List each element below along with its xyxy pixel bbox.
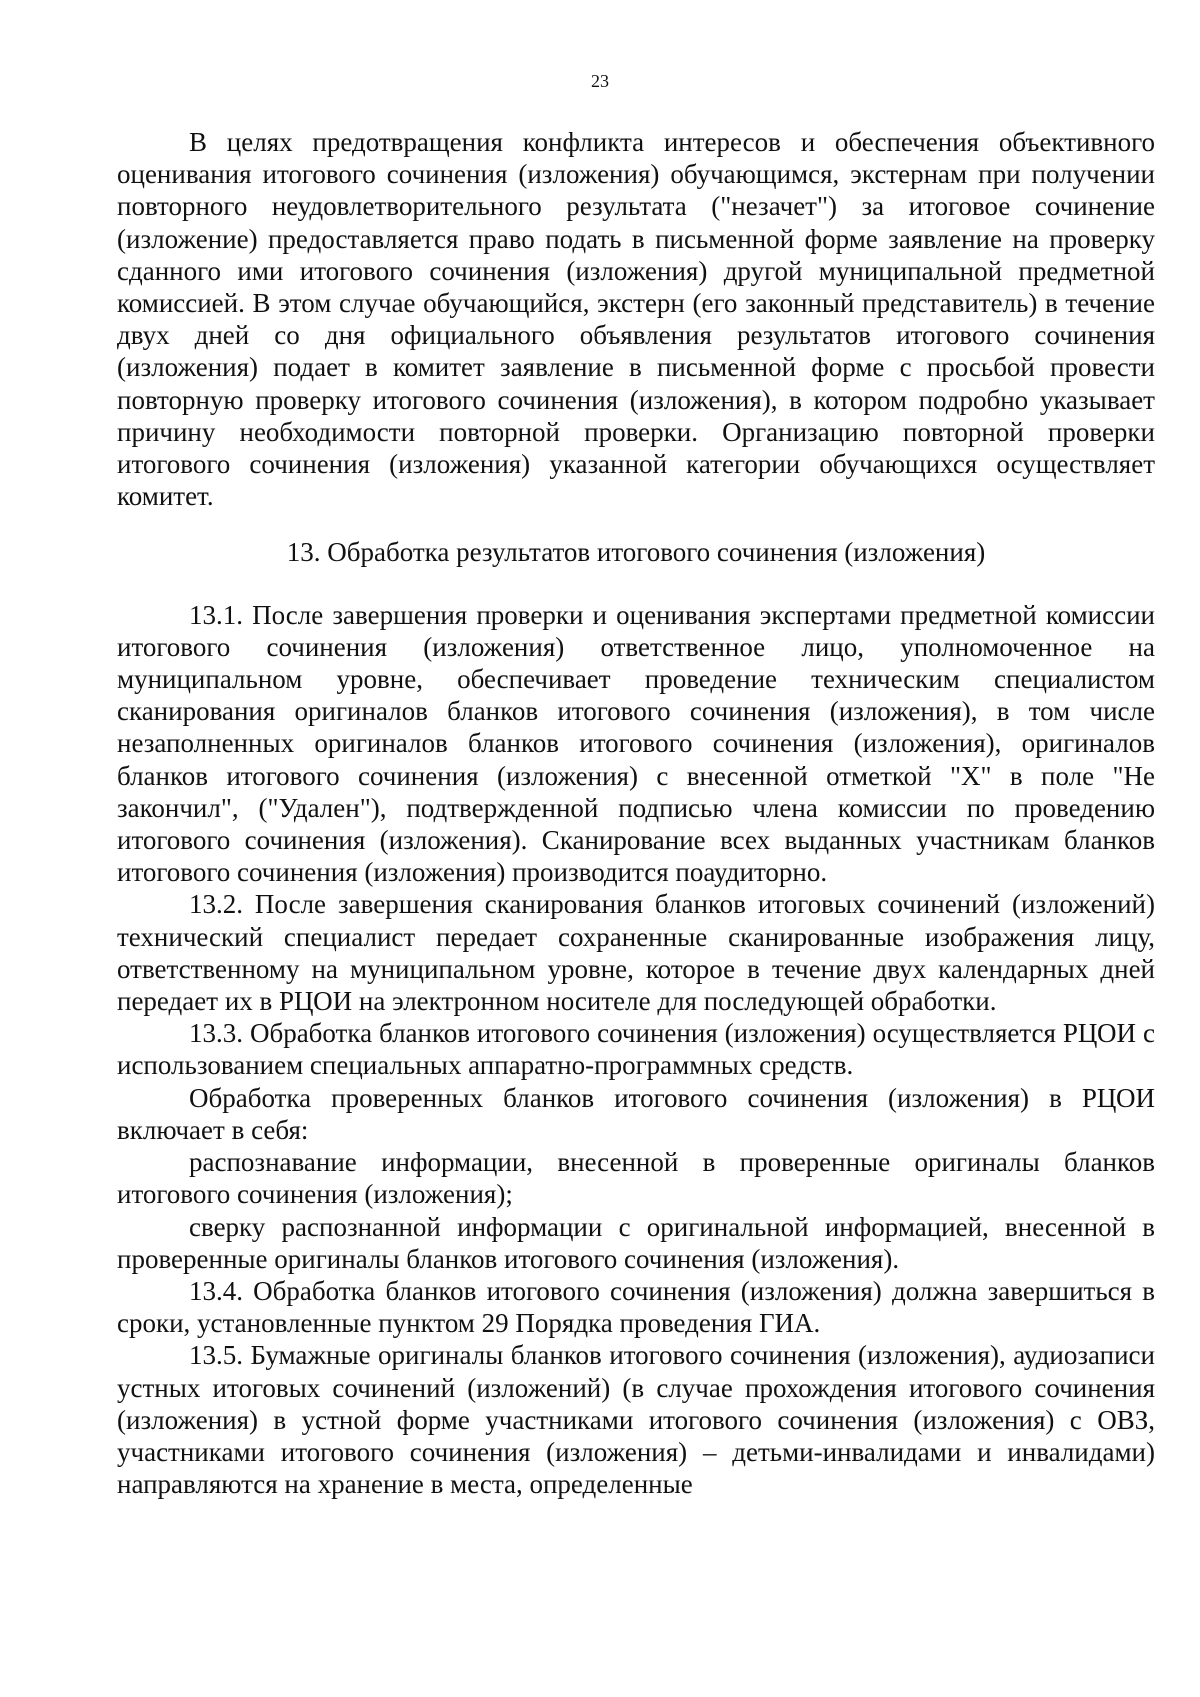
paragraph-13-1: 13.1. После завершения проверки и оценивания экспертами предметной комиссии итогового сочинения (изложения) ответственное лицо, уполномоченное на муниципальном уровне, обеспечивает проведение техническим специалистом сканирования оригиналов бланков итогового сочинения (изложения), в том числе незаполненных оригиналов бланков итогового сочинения (изложения), оригиналов бланков итогового сочинения (изложения) с внесенной отметкой "X" в поле "Не закончил", ("Удален"), подтвержденной подписью члена комиссии по проведению итогового сочинения (изложения). Сканирование всех выданных участникам бланков итогового сочинения (изложения) производится поаудиторно. [117, 599, 1155, 888]
paragraph-conflict-of-interest: В целях предотвращения конфликта интересов и обеспечения объективного оценивания итогового сочинения (изложения) обучающимся, экстернам при получении повторного неудовлетворительного результата ("незачет") за итоговое сочинение (изложение) предоставляется право подать в письменной форме заявление на проверку сданного ими итогового сочинения (изложения) другой муниципальной предметной комиссией. В этом случае обучающийся, экстерн (его законный представитель) в течение двух дней со дня официального объявления результатов итогового сочинения (изложения) подает в комитет заявление в письменной форме с просьбой провести повторную проверку итогового сочинения (изложения), в котором подробно указывает причину необходимости повторной проверки. Организацию повторной проверки итогового сочинения (изложения) указанной категории обучающихся осуществляет комитет. [117, 127, 1155, 512]
paragraph-13-2: 13.2. После завершения сканирования бланков итоговых сочинений (изложений) технический специалист передает сохраненные сканированные изображения лицу, ответственному на муниципальном уровне, которое в течение двух календарных дней передает их в РЦОИ на электронном носителе для последующей обработки. [117, 889, 1155, 1017]
paragraph-13-4: 13.4. Обработка бланков итогового сочинения (изложения) должна завершиться в сроки, установленные пунктом 29 Порядка проведения ГИА. [117, 1275, 1155, 1339]
page-number: 23 [591, 71, 609, 91]
spacer [117, 569, 1155, 599]
document-body [117, 126, 1155, 1500]
paragraph-13-5: 13.5. Бумажные оригиналы бланков итогового сочинения (изложения), аудиозаписи устных итоговых сочинений (изложений) (в случае прохождения итогового сочинения (изложения) в устной форме участниками итогового сочинения (изложения) с ОВЗ, участниками итогового сочинения (изложения) – детьми-инвалидами и инвалидами) направляются на хранение в места, определенные [117, 1340, 1155, 1500]
spacer [117, 512, 1155, 536]
paragraph-verification: сверку распознанной информации с оригинальной информацией, внесенной в проверенные оригиналы бланков итогового сочинения (изложения). [117, 1211, 1155, 1274]
paragraph-13-3: 13.3. Обработка бланков итогового сочинения (изложения) осуществляется РЦОИ с использованием специальных аппаратно-программных средств. [117, 1018, 1155, 1081]
paragraph-recognition: распознавание информации, внесенной в проверенные оригиналы бланков итогового сочинения (изложения); [117, 1147, 1155, 1210]
paragraph-processing-includes: Обработка проверенных бланков итогового сочинения (изложения) в РЦОИ включает в себя: [117, 1082, 1155, 1145]
section-heading: 13. Обработка результатов итогового сочинения (изложения) [286, 537, 986, 568]
